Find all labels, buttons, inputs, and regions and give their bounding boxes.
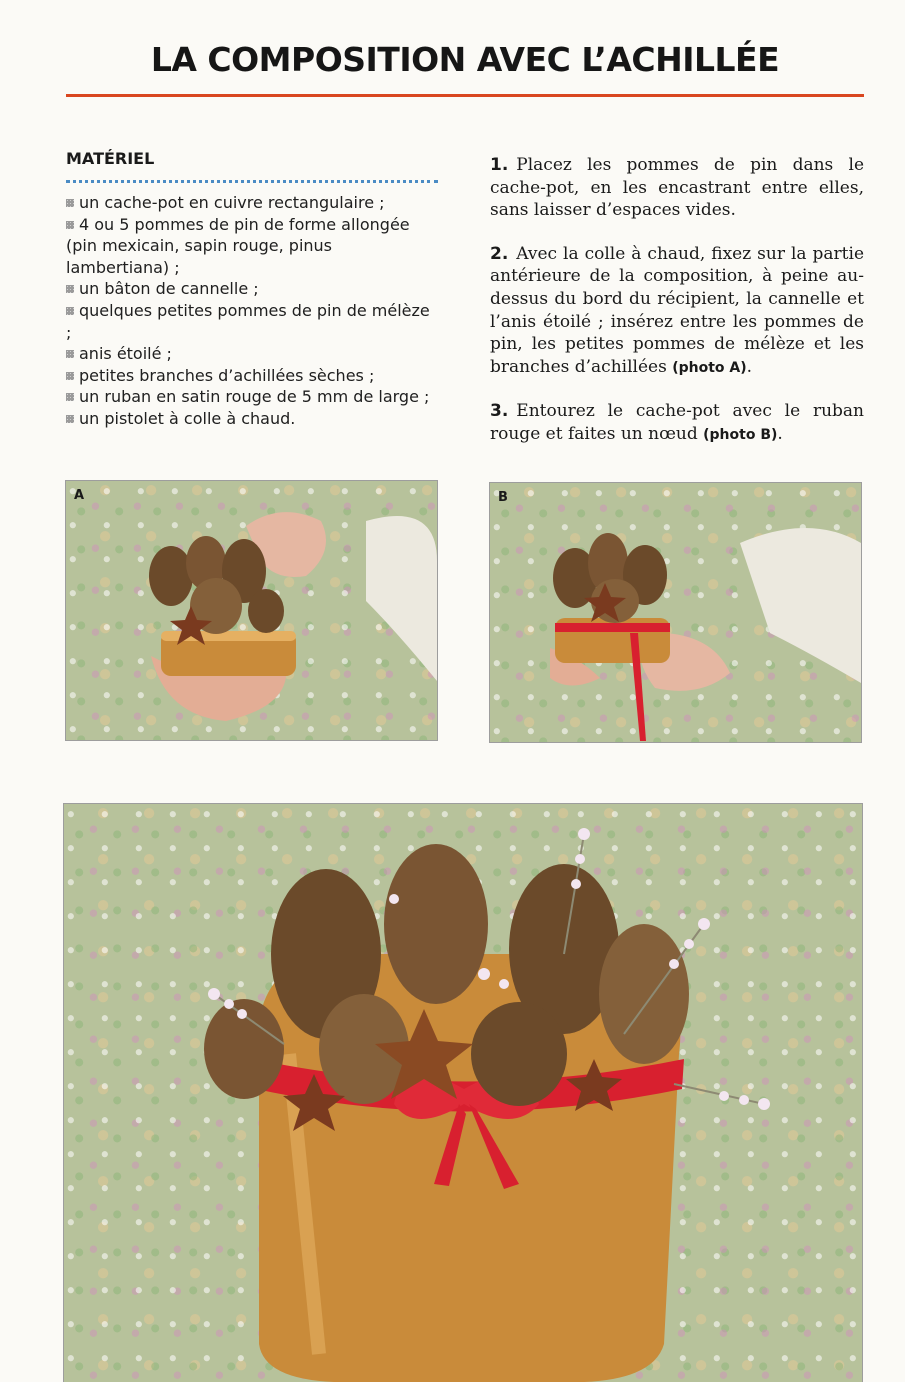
step-suffix: .	[777, 423, 783, 444]
materials-heading: MATÉRIEL	[66, 149, 155, 168]
photo-label: B	[498, 490, 508, 505]
materials-item-text: petites branches d’achillées sèches ;	[79, 365, 375, 385]
materials-item	[66, 386, 438, 408]
materials-item-text: 4 ou 5 pommes de pin de forme allongée (pin mexicain, sapin rouge, pinus lambertiana) ;	[66, 214, 410, 277]
page-title: LA COMPOSITION AVEC L’ACHILLÉE	[150, 40, 780, 79]
materials-item-text: un pistolet à colle à chaud.	[79, 408, 296, 428]
materials-item	[66, 192, 438, 214]
materials-item-text: quelques petites pommes de pin de mélèze ;	[66, 300, 430, 342]
materials-item	[66, 365, 438, 387]
photo-main	[63, 803, 863, 1382]
square-bullet-icon	[66, 372, 74, 380]
square-bullet-icon	[66, 350, 74, 358]
square-bullet-icon	[66, 415, 74, 423]
photo-b-illustration	[490, 483, 861, 742]
square-bullet-icon	[66, 285, 74, 293]
step-text: Avec la colle à chaud, fixez sur la partie antérieure de la composition, à peine au-dessus du bord du récipient, la cannelle et l’anis étoilé ; insérez entre les pommes de pin, les petites pommes de mélèze et les branches d’achillées	[490, 243, 864, 377]
square-bullet-icon	[66, 199, 74, 207]
step-number: 2.	[490, 243, 509, 264]
title-divider	[66, 94, 864, 97]
instructions	[490, 154, 864, 468]
main-photo-illustration	[64, 804, 862, 1382]
materials-item	[66, 343, 438, 365]
photo-b	[489, 482, 862, 743]
step-2	[490, 243, 864, 380]
photo-reference: (photo A)	[672, 359, 747, 376]
materials-item	[66, 408, 438, 430]
step-text: Entourez le cache-pot avec le ruban rouge et faites un nœud	[490, 401, 864, 444]
photo-label: A	[74, 488, 85, 503]
step-suffix: .	[746, 356, 753, 377]
materials-item-text: un ruban en satin rouge de 5 mm de large ;	[79, 387, 430, 407]
materials-divider	[66, 180, 438, 183]
photo-reference: (photo B)	[703, 426, 778, 443]
materials-item-text: un bâton de cannelle ;	[79, 279, 259, 299]
step-number: 1.	[490, 155, 509, 175]
materials-list	[66, 192, 438, 430]
square-bullet-icon	[66, 393, 74, 401]
step-text: Placez les pommes de pin dans le cache-pot, en les encastrant entre elles, sans laisser d’espaces vides.	[490, 155, 864, 221]
materials-item-text: un cache-pot en cuivre rectangulaire ;	[79, 193, 385, 212]
square-bullet-icon	[66, 221, 74, 229]
photo-a	[65, 480, 438, 741]
step-number: 3.	[490, 401, 509, 422]
square-bullet-icon	[66, 307, 74, 315]
materials-item	[66, 300, 438, 343]
photo-a-illustration	[66, 481, 437, 740]
materials-item-text: anis étoilé ;	[79, 344, 172, 364]
step-1	[490, 154, 864, 222]
materials-item	[66, 214, 438, 279]
materials-item	[66, 278, 438, 300]
step-3	[490, 400, 864, 446]
